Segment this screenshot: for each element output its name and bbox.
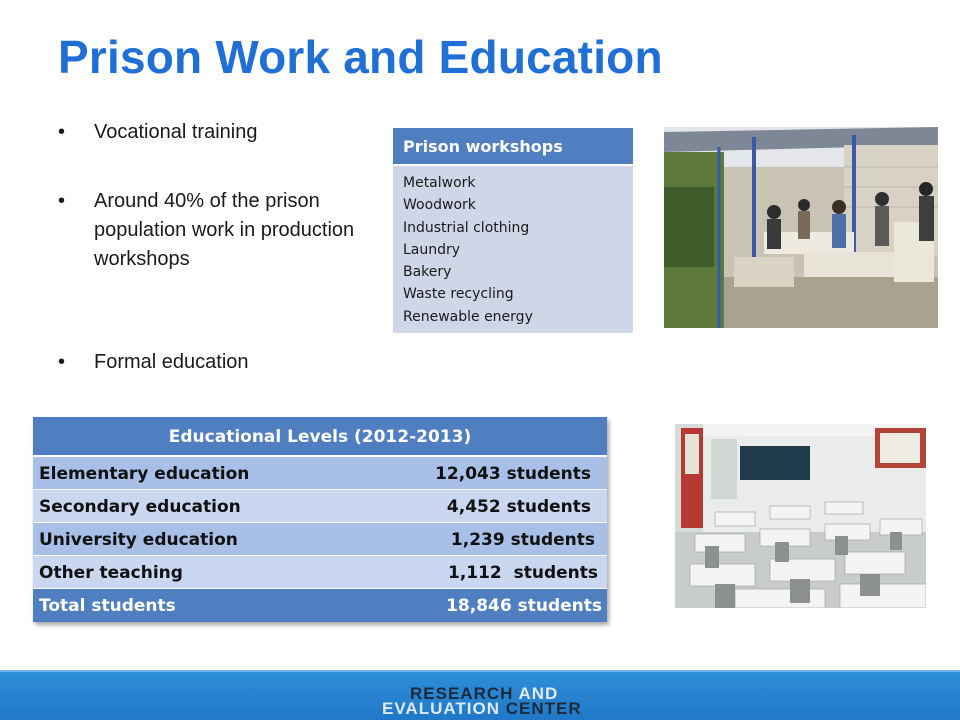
bullet-item: [58, 187, 378, 274]
table-row: [33, 556, 607, 589]
workshops-heading: Prison workshops: [393, 128, 633, 166]
workshop-item: Waste recycling: [403, 286, 514, 303]
classroom-photo: [675, 424, 926, 608]
workshop-item: Renewable energy: [403, 308, 533, 325]
workshop-item: Bakery: [403, 264, 452, 281]
bullet-text: Vocational training: [94, 121, 258, 143]
workshop-photo: [664, 127, 938, 328]
table-row-total: [33, 589, 607, 622]
row-value: 18,846 students: [446, 596, 602, 616]
footer-word: CENTER: [505, 699, 582, 718]
row-value: 12,043 students: [435, 464, 591, 484]
workshop-item: Woodwork: [403, 197, 476, 214]
row-value: 4,452 students: [446, 497, 591, 517]
slide-title: Prison Work and Education: [58, 31, 663, 83]
footer-word: EVALUATION: [382, 699, 500, 718]
row-value: 1,112 students: [447, 563, 598, 583]
bullet-item: [58, 348, 378, 377]
bullet-marker: •: [58, 121, 66, 143]
footer-word: RESEARCH: [410, 684, 514, 703]
table-row: [33, 457, 607, 490]
row-value: 1,239 students: [450, 530, 595, 550]
bullet-marker: •: [58, 190, 66, 212]
bullet-text: Formal education: [94, 351, 249, 373]
workshops-box: [393, 128, 633, 333]
bullet-marker: •: [58, 351, 66, 373]
table-row: [33, 490, 607, 523]
footer-logo-line2: [382, 700, 582, 717]
classroom-photo-image: [675, 424, 926, 608]
workshop-photo-image: [664, 127, 938, 328]
footer-word: AND: [518, 684, 559, 703]
row-label: Total students: [39, 596, 176, 616]
bullet-item: [58, 118, 378, 147]
row-label: Elementary education: [39, 464, 250, 484]
row-label: University education: [39, 530, 238, 550]
workshop-item: Laundry: [403, 241, 461, 258]
row-label: Secondary education: [39, 497, 241, 517]
table-row: [33, 523, 607, 556]
workshops-list: [393, 166, 633, 328]
workshop-item: Metalwork: [403, 175, 476, 191]
education-levels-table: [33, 417, 607, 622]
footer-banner: [0, 670, 960, 720]
education-table-heading: Educational Levels (2012-2013): [33, 417, 607, 457]
row-label: Other teaching: [39, 563, 183, 583]
workshop-item: Industrial clothing: [403, 219, 530, 236]
bullet-text: Around 40% of the prison population work in production workshops: [94, 190, 355, 270]
